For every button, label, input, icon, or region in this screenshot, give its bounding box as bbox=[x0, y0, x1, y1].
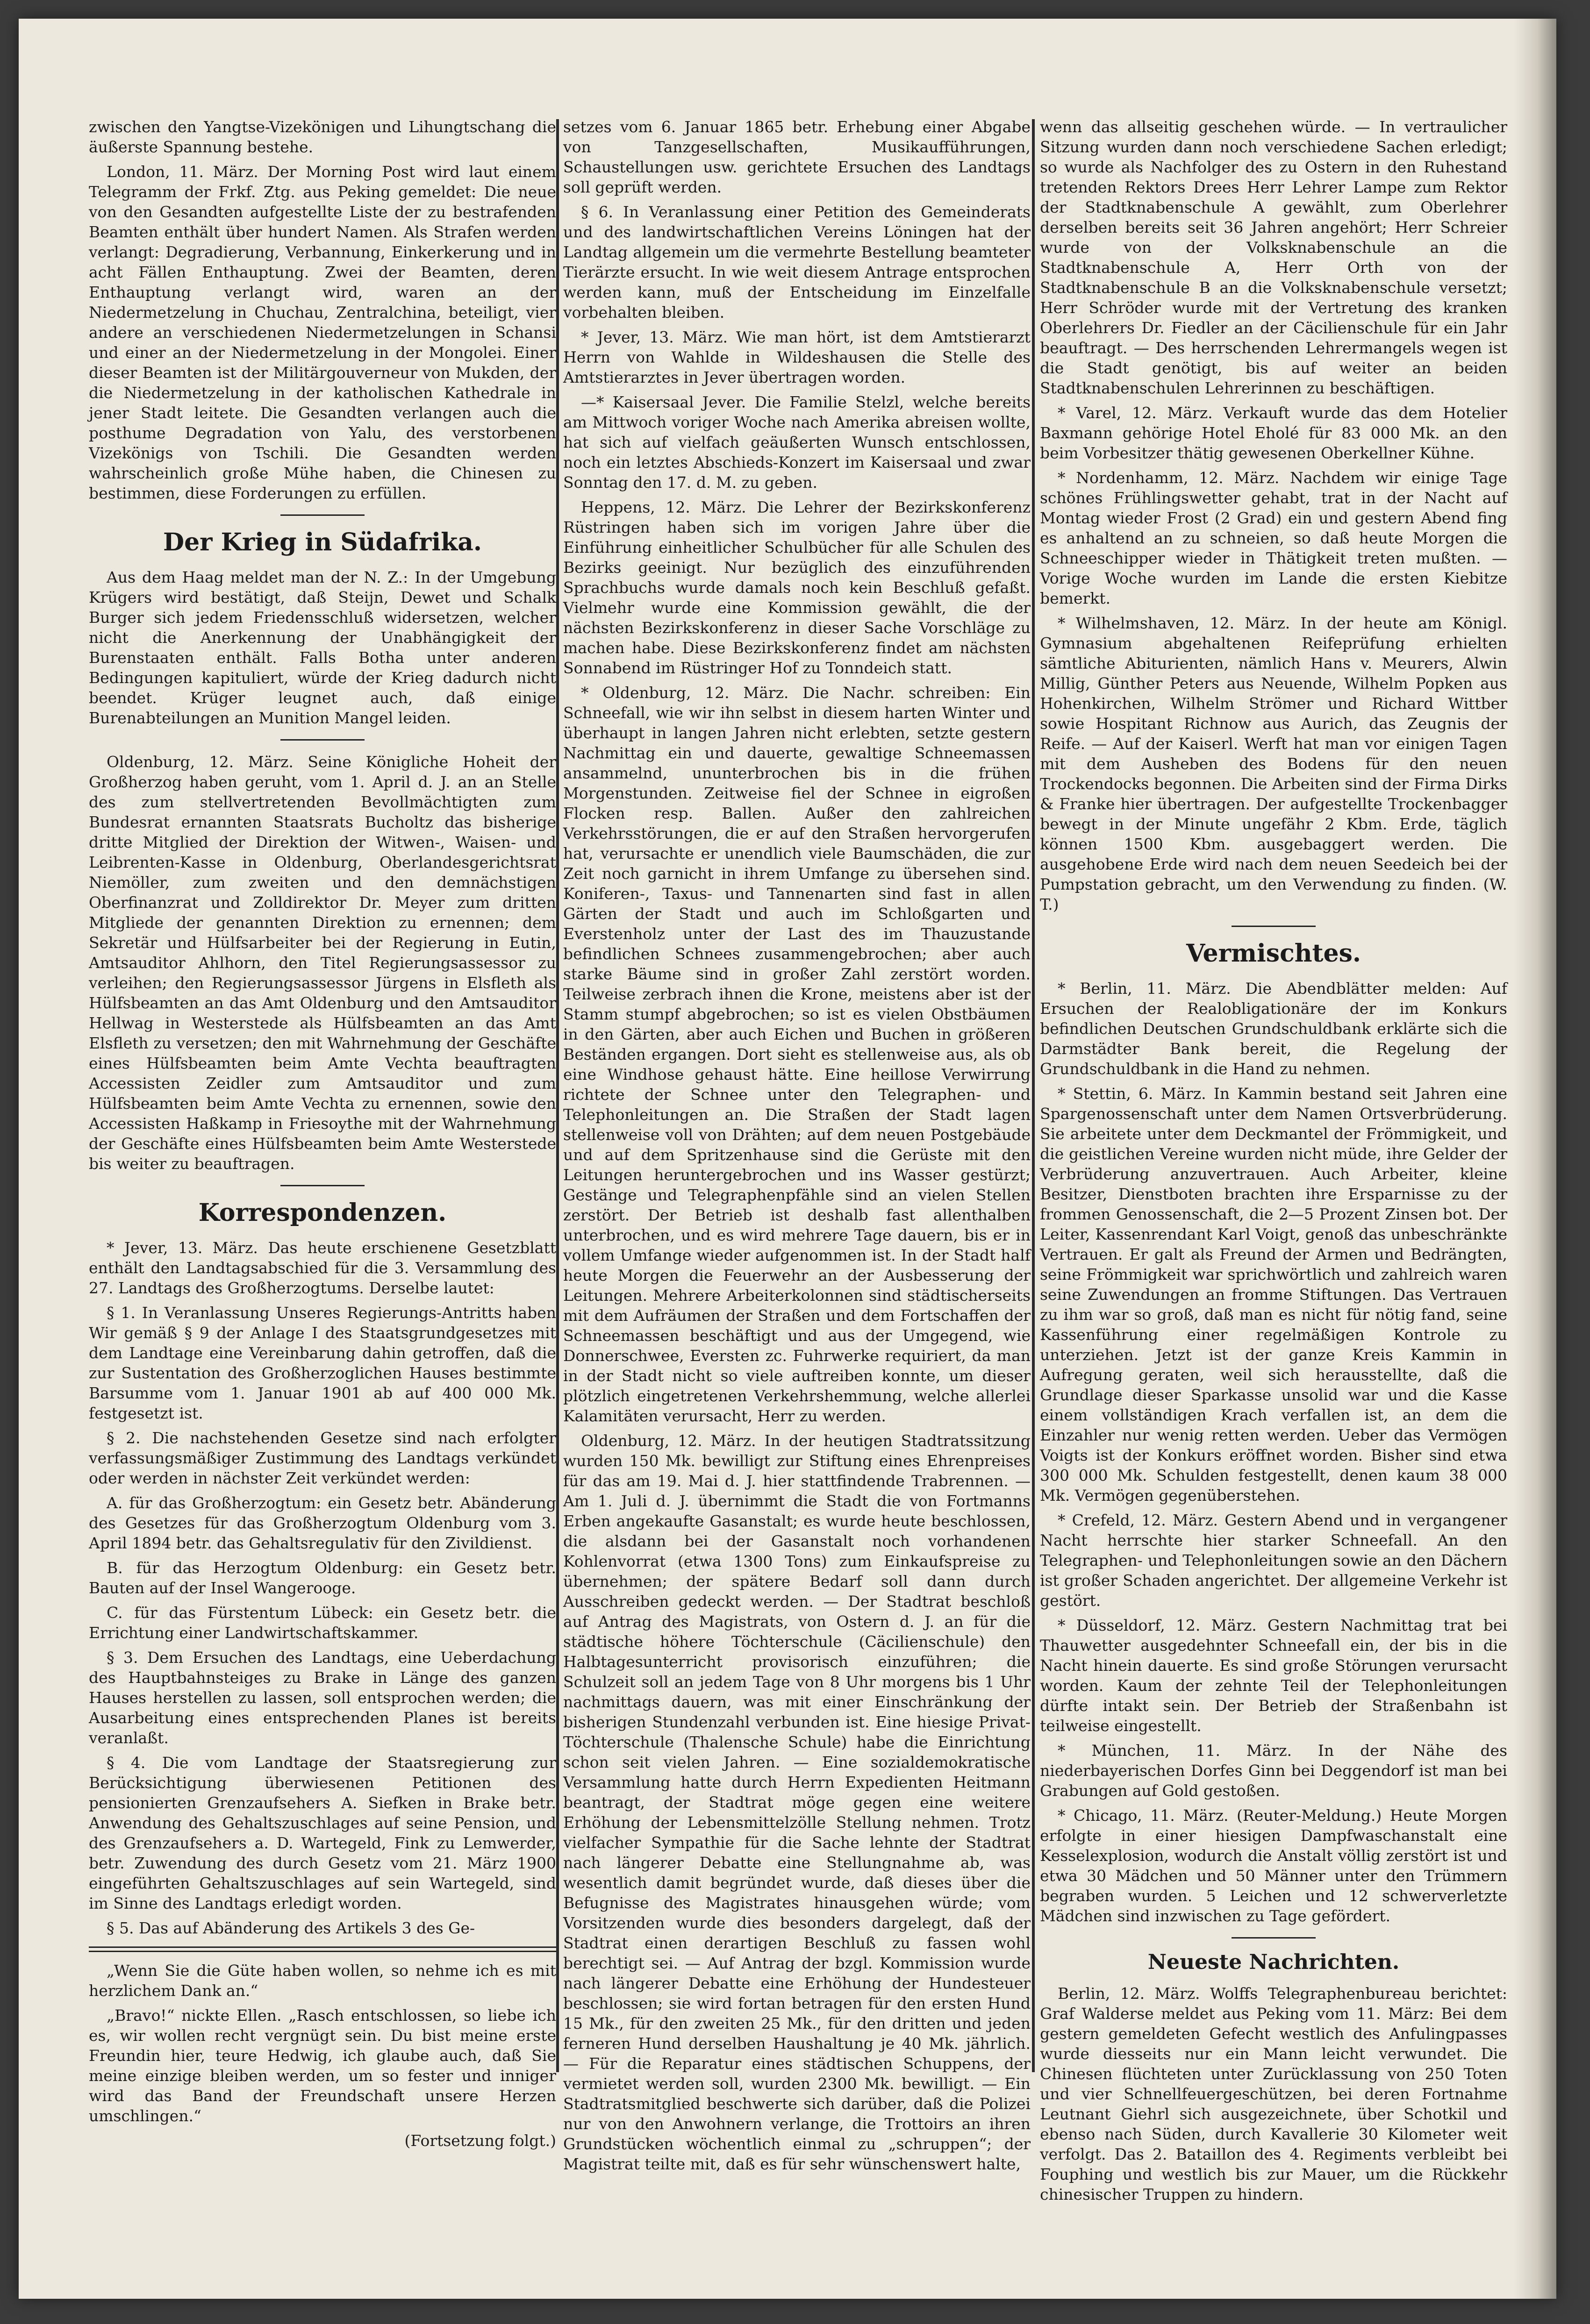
paragraph-section-1: § 1. In Veranlassung Unseres Regierungs-Antritts haben Wir gemäß § 9 der Anlage I des Staatsgrundgesetzes mit dem Landtage eine Vereinbarung dahin getroffen, daß die zur Sustentation des Großherzoglichen Hauses bestimmte Barsumme vom 1. Januar 1901 ab auf 400 000 Mk. festgesetzt ist. bbox=[89, 1304, 556, 1422]
article-varel: * Varel, 12. März. Verkauft wurde das dem Hotelier Baxmann gehörige Hotel Eholé für 83 000 Mk. an den beim Vorbesitzer thätig gewesenen Oberkellner Kühne. bbox=[1040, 404, 1507, 462]
feuilleton-text: „Wenn Sie die Güte haben wollen, so nehme ich es mit herzlichem Dank an.“ bbox=[89, 1961, 556, 2000]
column-3 bbox=[1040, 117, 1507, 2209]
paragraph-section-2: § 2. Die nachstehenden Gesetze sind nach erfolgter verfassungsmäßiger Zustimmung des Landtags verkündet oder werden in nächster Zeit verkündet werden: bbox=[89, 1429, 556, 1487]
page-binding-edge bbox=[1514, 19, 1556, 2299]
newspaper-page bbox=[19, 19, 1556, 2299]
article-muenchen: * München, 11. März. In der Nähe des niederbayerischen Dorfes Ginn bei Deggendorf ist man bei Grabungen auf Gold gestoßen. bbox=[1040, 1741, 1507, 1800]
paragraph-item-c: C. für das Fürstentum Lübeck: ein Gesetz betr. die Errichtung einer Landwirtschaftskammer. bbox=[89, 1604, 556, 1642]
paragraph-section-6: § 6. In Veranlassung einer Petition des Gemeinderats und des landwirtschaftlichen Vereins Löningen hat der Landtag allgemein um die vermehrte Bestellung beamteter Tierärzte ersucht. In wie weit diesem Antrage entsprochen werden kann, muß der Entscheidung im Einzelfalle vorbehalten bleiben. bbox=[563, 203, 1031, 321]
paragraph-section-3: § 3. Dem Ersuchen des Landtags, eine Ueberdachung des Hauptbahnsteiges zu Brake in Länge des ganzen Hauses herstellen zu lassen, soll entsprochen werden; die Ausarbeitung eines entsprechenden Planes ist bereits veranlaßt. bbox=[89, 1648, 556, 1747]
article-heppens: Heppens, 12. März. Die Lehrer der Bezirkskonferenz Rüstringen haben sich im vorigen Jahre über die Einführung einheitlicher Schulbücher für alle Schulen des Bezirks geeinigt. Nur bezüglich des einzuführenden Sprachbuchs wurde damals noch kein Beschluß gefaßt. Vielmehr wurde eine Kommission gewählt, die der nächsten Bezirkskonferenz in dieser Sache Vorschläge zu machen habe. Diese Bezirkskonferenz findet am nächsten Sonnabend im Rüstringer Hof zu Tonndeich statt. bbox=[563, 498, 1031, 677]
article-haag: Aus dem Haag meldet man der N. Z.: In der Umgebung Krügers wird bestätigt, daß Steijn, Dewet und Schalk Burger sich jedem Friedensschluß widersetzen, welcher nicht die Anerkennung der Unabhängigkeit der Burenstaaten enthält. Falls Botha unter anderen Bedingungen kapituliert, würde der Krieg dadurch nicht beendet. Krüger leugnet auch, daß einige Burenabteilungen an Munition Mangel leiden. bbox=[89, 568, 556, 727]
article-stettin: * Stettin, 6. März. In Kammin bestand seit Jahren eine Spargenossenschaft unter dem Namen Ortsverbrüderung. Sie arbeitete unter dem Deckmantel der Frömmigkeit, und die geistlichen Vereine wurden nicht müde, ihre Gelder der Verbrüderung anzuvertrauen. Auch Arbeiter, kleine Besitzer, Dienstboten brachten ihre Ersparnisse zu der frommen Genossenschaft, die 2—5 Prozent Zinsen bot. Der Leiter, Kassenrendant Karl Voigt, genoß das unbeschränkte Vertrauen. Er galt als Freund der Armen und Bedrängten, seine Frömmigkeit war sprichwörtlich und zahlreich waren seine Zuwendungen an fromme Stiftungen. Das Vertrauen zu ihm war so groß, daß man es nicht für nötig fand, seine Kassenführung einer regelmäßigen Kontrole zu unterziehen. Jetzt ist der ganze Kreis Kammin in Aufregung geraten, weil sich herausstellte, daß die Grundlage dieser Sparkasse unsolid war und die Kasse einem vollständigen Krach verfallen ist, an dem die Einzahler nur wenig retten werden. Ueber das Vermögen Voigts ist der Konkurs eröffnet worden. Bisher sind etwa 300 000 Mk. Schulden festgestellt, denen kaum 38 000 Mk. Vermögen gegenüberstehen. bbox=[1040, 1084, 1507, 1504]
article-jever-tierarzt: * Jever, 13. März. Wie man hört, ist dem Amtstierarzt Herrn von Wahlde in Wildeshausen die Stelle des Amtstierarztes in Jever übertragen worden. bbox=[563, 328, 1031, 386]
article-text: zwischen den Yangtse-Vizekönigen und Lihungtschang die äußerste Spannung bestehe. bbox=[89, 118, 556, 156]
continuation-note: (Fortsetzung folgt.) bbox=[404, 2132, 556, 2150]
column-rule-right bbox=[1032, 119, 1035, 2072]
article-duesseldorf: * Düsseldorf, 12. März. Gestern Nachmittag trat bei Thauwetter ausgedehnter Schneefall ein, der bis in die Nacht hinein dauerte. Es sind große Störungen verursacht worden. Kaum der zehnte Teil der Telephonleitungen dürfte intakt sein. Der Betrieb der Straßenbahn ist teilweise eingestellt. bbox=[1040, 1616, 1507, 1735]
article-london: London, 11. März. Der Morning Post wird laut einem Telegramm der Frkf. Ztg. aus Peking gemeldet: Die neue von den Gesandten aufgestellte Liste der zu bestrafenden Beamten enthält über hundert Namen. Als Strafen werden verlangt: Degradierung, Verbannung, Einkerkerung und in acht Fällen Enthauptung. Zwei der Beamten, deren Enthauptung verlangt wird, waren an der Niedermetzelung in Chuchau, Zentralchina, beteiligt, vier andere an verschiedenen Niedermetzelungen in Schansi und einer an der Niedermetzelung in der Mongolei. Einer dieser Beamten ist der Militärgouverneur von Mukden, der die Niedermetzelung in der katholischen Kathedrale in jener Stadt leitete. Die Gesandten verlangen auch die posthume Degradation von Yalu, des verstorbenen Vizekönigs von Tschili. Die Gesandten werden wahrscheinlich große Mühe haben, die Chinesen zu bestimmen, diese Forderungen zu erfüllen. bbox=[89, 163, 556, 502]
article-oldenburg: Oldenburg, 12. März. Seine Königliche Hoheit der Großherzog haben geruht, vom 1. April d. J. an an Stelle des zum stellvertretenden Bevollmächtigten zum Bundesrat ernannten Staatsrats Bucholtz das bisherige dritte Mitglied der Direktion der Witwen-, Waisen- und Leibrenten-Kasse in Oldenburg, Oberlandesgerichtsrat Niemöller, zum zweiten und den demnächstigen Oberfinanzrat und Zolldirektor Dr. Meyer zum dritten Mitgliede der genannten Direktion zu ernennen; dem Sekretär und Hülfsarbeiter bei der Regierung in Eutin, Amtsauditor Ahlhorn, den Titel Regierungsassessor zu verleihen; den Regierungsassessor Jürgens in Elsfleth als Hülfsbeamten an das Amt Oldenburg und den Amtsauditor Hellwag in Westerstede als Hülfsbeamten an das Amt Elsfleth zu versetzen; den mit Wahrnehmung der Geschäfte eines Hülfsbeamten beim Amte Vechta beauftragten Accessisten Zeidler zum Amtsauditor und zum Hülfsbeamten beim Amte Vechta zu ernennen, sowie den Accessisten Haßkamp in Friesoythe mit der Wahrnehmung der Geschäfte eines Hülfsbeamten beim Amte Westerstede bis weiter zu beauftragen. bbox=[89, 753, 556, 1173]
feuilleton-rule bbox=[89, 1946, 556, 1948]
column-2 bbox=[563, 117, 1031, 2179]
column-1 bbox=[89, 117, 556, 2151]
separator bbox=[280, 1185, 365, 1186]
article-berlin: * Berlin, 11. März. Die Abendblätter melden: Auf Ersuchen der Realobligationäre der im Konkurs befindlichen Deutschen Grundschuldbank erklärte sich die Darmstädter Bank bereit, die Regelung der Grundschuldbank in die Hand zu nehmen. bbox=[1040, 979, 1507, 1078]
article-crefeld: * Crefeld, 12. März. Gestern Abend und in vergangener Nacht herrschte hier starker Schneefall. An den Telegraphen- und Telephonleitungen sowie an den Dächern ist großer Schaden angerichtet. Der allgemeine Verkehr ist gestört. bbox=[1040, 1511, 1507, 1610]
feuilleton-rule bbox=[89, 1951, 556, 1952]
article-berlin-telegraph: Berlin, 12. März. Wolffs Telegraphenbureau berichtet: Graf Walderse meldet aus Peking vom 11. März: Bei dem gestern gemeldeten Gefecht westlich des Anfulingpasses wurde diesseits nur ein Mann leicht verwundet. Die Chinesen flüchteten unter Zurücklassung von 250 Toten und vier Schnellfeuergeschützen, bei deren Fortnahme Leutnant Giehrl sich ausgezeichnete, über Schotkil und ebenso nach Süden, durch Kavallerie 30 Kilometer weit verfolgt. Das 2. Bataillon des 4. Regiments verbleibt bei Fouphing und westlich bis zur Mauer, um die Rückkehr chinesischer Truppen zu hindern. bbox=[1040, 1984, 1507, 2203]
article-kaisersaal: —* Kaisersaal Jever. Die Familie Stelzl, welche bereits am Mittwoch voriger Woche nach Amerika abreisen wollte, hat sich auf vielfach geäußerten Wunsch entschlossen, noch ein letztes Abschieds-Konzert im Kaisersaal und zwar Sonntag den 17. d. M. zu geben. bbox=[563, 393, 1031, 492]
column-rule-left bbox=[556, 119, 559, 2072]
paragraph-section-5: § 5. Das auf Abänderung des Artikels 3 des Ge- bbox=[107, 1919, 475, 1937]
article-text: wenn das allseitig geschehen würde. — In vertraulicher Sitzung wurden dann noch verschiedene Sachen erledigt; so wurde als Nachfolger des zu Ostern in den Ruhestand tretenden Rektors Drees Herr Lehrer Lampe zum Rektor der Stadtknabenschule A gewählt, zum Oberlehrer derselben bereits seit 36 Jahren angehört; Herr Schreier wurde von der Volksknabenschule an die Stadtknabenschule A, Herr Orth von der Stadtknabenschule B an die Volksknabenschule versetzt; Herr Schröder wurde mit der Vertretung des kranken Oberlehrers Dr. Fiedler an der Cäcilienschule für ein Jahr beauftragt. — Des herrschenden Lehrermangels wegen ist die Stadt genötigt, bis auf weiter an beiden Stadtknabenschulen Lehrerinnen zu beschäftigen. bbox=[1040, 118, 1507, 397]
article-oldenburg-schneefall: * Oldenburg, 12. März. Die Nachr. schreiben: Ein Schneefall, wie wir ihn selbst in diesem harten Winter und überhaupt in langen Jahren nicht erlebten, setzte gestern Nachmittag ein und dauerte, gewaltige Schneemassen ansammelnd, ununterbrochen bis in die frühen Morgenstunden. Zeitweise fiel der Schnee in eigroßen Flocken resp. Ballen. Außer den zahlreichen Verkehrsstörungen, die er auf den Straßen hervorgerufen hat, verursachte er unendlich viele Baumschäden, die zur Zeit noch garnicht in ihrem Umfange zu übersehen sind. Koniferen-, Taxus- und Tannenarten sind fast in allen Gärten der Stadt und auch im Schloßgarten und Everstenholz unter der Last des im Thauzustande befindlichen Schnees zusammengebrochen; aber auch starke Bäume sind in großer Zahl zerstört worden. Teilweise zerbrach ihnen die Krone, meistens aber ist der Stamm stumpf abgebrochen; so ist es vielen Obstbäumen in den Gärten, aber auch Eichen und Buchen in größeren Beständen ergangen. Dort sieht es stellenweise aus, als ob eine Windhose gehaust hätte. Eine heillose Verwirrung richtete der Schnee unter den Telegraphen- und Telephonleitungen an. Die Straßen der Stadt lagen stellenweise voll von Drähten; auf dem neuen Postgebäude und auf dem Spritzenhause sind die Gerüste mit den Leitungen heruntergebrochen und ins Wasser gestürzt; Gestänge und Telegraphenpfähle sind an vielen Stellen zerstört. Der Betrieb ist deshalb fast allenthalben unterbrochen, und es wird mehrere Tage dauern, bis er in vollem Umfange wieder aufgenommen ist. In der Stadt half heute Morgen die Feuerwehr an der Ausbesserung der Leitungen. Mehrere Arbeiterkolonnen sind städtischerseits mit dem Aufräumen der Straßen und dem Fortschaffen der Schneemassen beschäftigt und aus der Umgegend, wie Donnerschwee, Eversten zc. Fuhrwerke requiriert, da man in der Stadt nicht so viele auftreiben konnte, um dieser plötzlich eingetretenen Verkehrshemmung, welche allerlei Kalamitäten verursacht, Herr zu werden. bbox=[563, 684, 1031, 1425]
heading-vermischtes: Vermischtes. bbox=[1186, 939, 1361, 968]
feuilleton-text: „Bravo!“ nickte Ellen. „Rasch entschlossen, so liebe ich es, wir wollen recht vergnügt sein. Du bist meine erste Freundin hier, teure Hedwig, ich glaube auch, daß Sie meine einzige bleiben werden, um so fester und inniger wird das Band der Freundschaft unsere Herzen umschlingen.“ bbox=[89, 2006, 556, 2125]
separator bbox=[280, 514, 365, 516]
article-jever: * Jever, 13. März. Das heute erschienene Gesetzblatt enthält den Landtagsabschied für die 3. Versammlung des 27. Landtags des Großherzogtums. Derselbe lautet: bbox=[89, 1239, 556, 1297]
article-oldenburg-stadtrat: Oldenburg, 12. März. In der heutigen Stadtratssitzung wurden 150 Mk. bewilligt zur Stiftung eines Ehrenpreises für das am 19. Mai d. J. hier stattfindende Trabrennen. — Am 1. Juli d. J. übernimmt die Stadt die von Fortmanns Erben angekaufte Gasanstalt; es wurde heute beschlossen, die alsdann bei der Gasanstalt noch vorhandenen Kohlenvorrat (etwa 1300 Tons) zum Einkaufspreise zu übernehmen; der spätere Bedarf soll dann durch Ausschreiben gedeckt werden. — Der Stadtrat beschloß auf Antrag des Magistrats, von Ostern d. J. an für die städtische höhere Töchterschule (Cäcilienschule) den Halbtagesunterricht provisorisch einzuführen; die Schulzeit soll an jedem Tage von 8 Uhr morgens bis 1 Uhr nachmittags dauern, was mit einer Einschränkung der bisherigen Stundenzahl verbunden ist. Eine hiesige Privat-Töchterschule (Thalensche Schule) habe die Einrichtung schon seit vielen Jahren. — Eine sozialdemokratische Versammlung hatte durch Herrn Expedienten Heitmann beantragt, der Stadtrat möge gegen eine weitere Erhöhung der Lebensmittelzölle Stellung nehmen. Trotz vielfacher Sympathie für die Sache lehnte der Stadtrat nach längerer Debatte eine Stellungnahme ab, was wesentlich damit begründet wurde, daß dieses über die Befugnisse des Magistrates hinausgehen würde; vom Vorsitzenden wurde dies besonders dargelegt, daß der Stadtrat einen derartigen Beschluß zu fassen wohl berechtigt sei. — Auf Antrag der bzgl. Kommission wurde nach längerer Debatte eine Erhöhung der Hundesteuer beschlossen; sie wird fortan betragen für den ersten Hund 15 Mk., für den zweiten 25 Mk., für den dritten und jeden ferneren Hund derselben Haushaltung je 40 Mk. jährlich. — Für die Reparatur eines städtischen Schuppens, der vermietet werden soll, wurden 2300 Mk. bewilligt. — Ein Stadtratsmitglied beschwerte sich darüber, daß die Polizei nur von den Anwohnern verlange, die Trottoirs an ihren Grundstücken wöchentlich einmal zu „schruppen“; der Magistrat teilte mit, daß es für sehr wünschenswert halte, bbox=[563, 1432, 1031, 2173]
article-nordenhamm: * Nordenhamm, 12. März. Nachdem wir einige Tage schönes Frühlingswetter gehabt, trat in der Nacht auf Montag wieder Frost (2 Grad) ein und gestern Abend fing es anhaltend an zu schneien, so daß heute Morgen die Schneeschipper wieder in Thätigkeit treten mußten. — Vorige Woche wurden im Lande die ersten Kiebitze bemerkt. bbox=[1040, 469, 1507, 607]
article-wilhelmshaven: * Wilhelmshaven, 12. März. In der heute am Königl. Gymnasium abgehaltenen Reifeprüfung erhielten sämtliche Abiturienten, nämlich Hans v. Meurers, Alwin Millig, Günther Peters aus Neuende, Wilhelm Popken aus Hohenkirchen, Wilhelm Strömer und Richard Wittber sowie Hospitant Richnow aus Aurich, das Zeugnis der Reife. — Auf der Kaiserl. Werft hat man vor einigen Tagen mit dem Ausheben des Bodens für den neuen Trockendocks begonnen. Die Arbeiten sind der Firma Dirks & Franke hier übertragen. Der aufgestellte Trockenbagger bewegt in der Minute ungefähr 2 Kbm. Erde, täglich können 1500 Kbm. ausgebaggert werden. Die ausgehobene Erde wird nach dem neuen Seedeich bei der Pumpstation gebracht, um den Verwendung zu finden. (W. T.) bbox=[1040, 614, 1507, 913]
heading-neueste-nachrichten: Neueste Nachrichten. bbox=[1147, 1950, 1400, 1974]
article-chicago: * Chicago, 11. März. (Reuter-Meldung.) Heute Morgen erfolgte in einer hiesigen Dampfwaschanstalt eine Kesselexplosion, wodurch die Anstalt völlig zerstört ist und etwa 30 Mädchen und 50 Männer unter den Trümmern begraben wurden. 5 Leichen und 12 schwerverletzte Mädchen sind inzwischen zu Tage gefördert. bbox=[1040, 1806, 1507, 1925]
separator bbox=[280, 739, 365, 741]
separator bbox=[1232, 1937, 1316, 1939]
separator bbox=[1232, 926, 1316, 927]
paragraph-item-a: A. für das Großherzogtum: ein Gesetz betr. Abänderung des Gesetzes für das Großherzogtum Oldenburg vom 3. April 1894 betr. das Gehaltsregulativ für den Zivildienst. bbox=[89, 1494, 556, 1552]
paragraph-item-b: B. für das Herzogtum Oldenburg: ein Gesetz betr. Bauten auf der Insel Wangerooge. bbox=[89, 1559, 556, 1597]
heading-krieg-suedafrika: Der Krieg in Südafrika. bbox=[163, 528, 482, 556]
article-text: setzes vom 6. Januar 1865 betr. Erhebung einer Abgabe von Tanzgesellschaften, Musikaufführungen, Schaustellungen usw. gerichtete Ersuchen des Landtags soll geprüft werden. bbox=[563, 118, 1031, 196]
paragraph-section-4: § 4. Die vom Landtage der Staatsregierung zur Berücksichtigung überwiesenen Petitionen des pensionierten Grenzaufsehers A. Siefken in Brake betr. Anwendung des Gehaltszuschlages auf seine Pension, und des Grenzaufsehers a. D. Wartegeld, Fink zu Lemwerder, betr. Zuwendung des durch Gesetz vom 21. März 1900 eingeführten Gehaltszuschlages auf sein Wartegeld, sind im Sinne des Landtags erledigt worden. bbox=[89, 1754, 556, 1912]
heading-korrespondenzen: Korrespondenzen. bbox=[198, 1198, 447, 1227]
